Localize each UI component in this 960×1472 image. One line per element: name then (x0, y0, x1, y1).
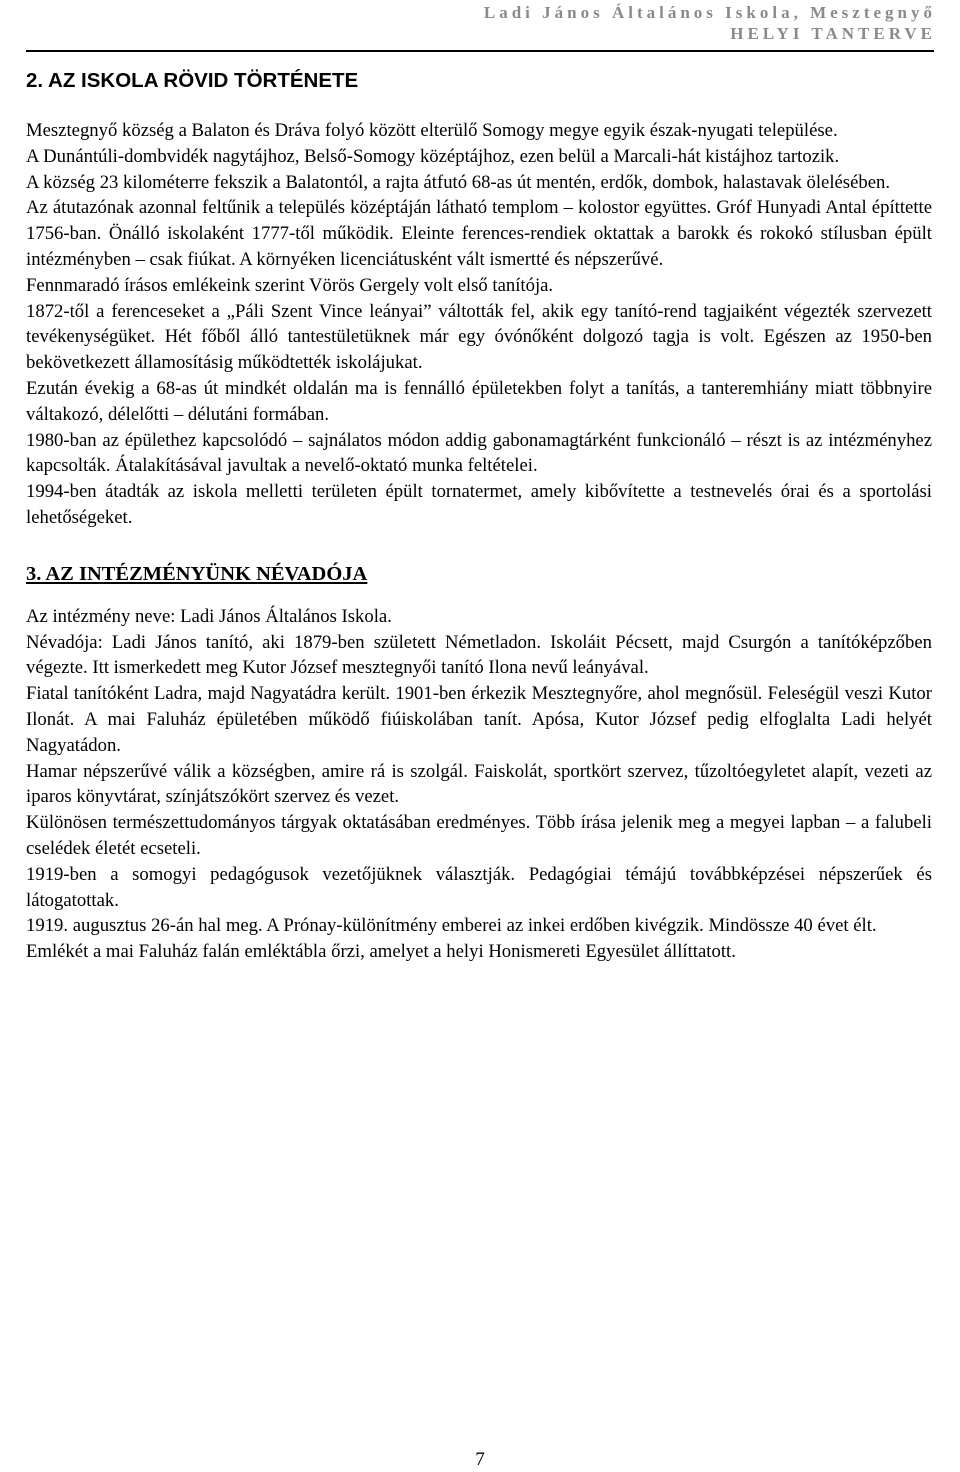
history-paragraph: A Dunántúli-dombvidék nagytájhoz, Belső-Somogy középtájhoz, ezen belül a Marcali-hát kistájhoz tartozik. (26, 145, 840, 167)
namesake-paragraph: 1919-ben a somogyi pedagógusok vezetőjüknek választják. Pedagógiai témájú továbbképzései népszerűek és látogatottak. (26, 863, 932, 911)
namesake-paragraph: Emlékét a mai Faluház falán emléktábla őrzi, amelyet a helyi Honismereti Egyesület állíttatott. (26, 941, 736, 963)
history-paragraph: Fennmaradó írásos emlékeink szerint Vörös Gergely volt első tanítója. (26, 274, 554, 296)
namesake-paragraph: Az intézmény neve: Ladi János Általános Iskola. (26, 605, 392, 627)
page-body (26, 60, 932, 965)
namesake-paragraph: Hamar népszerűvé válik a községben, amire rá is szolgál. Faiskolát, sportkört szervez, tűzoltóegyletet alapít, vezeti az iparos könyvtárat, színjátszókört szervez és vezet. (26, 760, 932, 808)
history-paragraph: 1980-ban az épülethez kapcsolódó – sajnálatos módon addig gabonamagtárként funkcionáló – részt is az intézményhez kapcsolták. Átalakításával javultak a nevelő-oktató munka feltételei. (26, 429, 932, 477)
history-paragraph: A község 23 kilométerre fekszik a Balatontól, a rajta átfutó 68-as út mentén, erdők, dombok, halastavak ölelésében. (26, 171, 891, 193)
header-school-name: Ladi János Általános Iskola, Mesztegnyő (483, 3, 936, 22)
history-paragraph: 1872-től a ferenceseket a „Páli Szent Vince leányai” váltották fel, akik egy tanító-rend tagjaiként végezték szervezett tevékenységüket. Hét főből álló tantestületüknek már egy óvónőként dolgozó tagja is volt. Egészen az 1950-ben bekövetkezett államosításig működtették iskolájukat. (26, 300, 932, 374)
header-divider (26, 50, 934, 52)
spacer (26, 588, 932, 604)
namesake-paragraph: 1919. augusztus 26-án hal meg. A Prónay-különítmény emberei az inkei erdőben kivégzik. Mindössze 40 évet élt. (26, 915, 877, 937)
section-title-history: 2. AZ ISKOLA RÖVID TÖRTÉNETE (26, 69, 359, 92)
namesake-paragraph: Névadója: Ladi János tanító, aki 1879-ben született Németladon. Iskoláit Pécsett, majd Csurgón a tanítóképzőben végezte. Itt ismerkedett meg Kutor József mesztegnyői tanító Ilona nevű leányával. (26, 631, 932, 679)
header-document-title: HELYI TANTERVE (730, 24, 936, 43)
page-header (484, 2, 936, 44)
spacer (26, 96, 932, 118)
history-paragraph: 1994-ben átadták az iskola melletti területen épült tornatermet, amely kibővítette a testnevelés órai és a sportolási lehetőségeket. (26, 481, 932, 528)
section-title-namesake: 3. AZ INTÉZMÉNYÜNK NÉVADÓJA (26, 562, 368, 585)
page-number: 7 (475, 1449, 485, 1470)
history-paragraph: Mesztegnyő község a Balaton és Dráva folyó között elterülő Somogy megye egyik észak-nyugati települése. (26, 120, 838, 141)
namesake-paragraph: Fiatal tanítóként Ladra, majd Nagyatádra került. 1901-ben érkezik Mesztegnyőre, ahol megnősül. Feleségül veszi Kutor Ilonát. A mai Faluház épületében működő fiúiskolában tanít. Apósa, Kutor József pedig elfoglalta Ladi helyét Nagyatádon. (26, 683, 932, 756)
history-paragraph: Ezután évekig a 68-as út mindkét oldalán ma is fennálló épületekben folyt a tanítás, a tanteremhiány miatt többnyire váltakozó, délelőtti – délutáni formában. (26, 377, 932, 425)
spacer (26, 531, 932, 561)
history-paragraph: Az átutazónak azonnal feltűnik a település középtáján látható templom – kolostor együttes. Gróf Hunyadi Antal építtette 1756-ban. Önálló iskolaként 1777-től működik. Eleinte ferences-rendiek oktattak a barokk és rokokó stílusban épült intézményben – csak fiúkat. A környéken licenciátusként vált ismertté és népszerűvé. (26, 197, 932, 270)
namesake-paragraph: Különösen természettudományos tárgyak oktatásában eredményes. Több írása jelenik meg a megyei lapban – a falubeli cselédek életét ecseteli. (26, 812, 932, 859)
